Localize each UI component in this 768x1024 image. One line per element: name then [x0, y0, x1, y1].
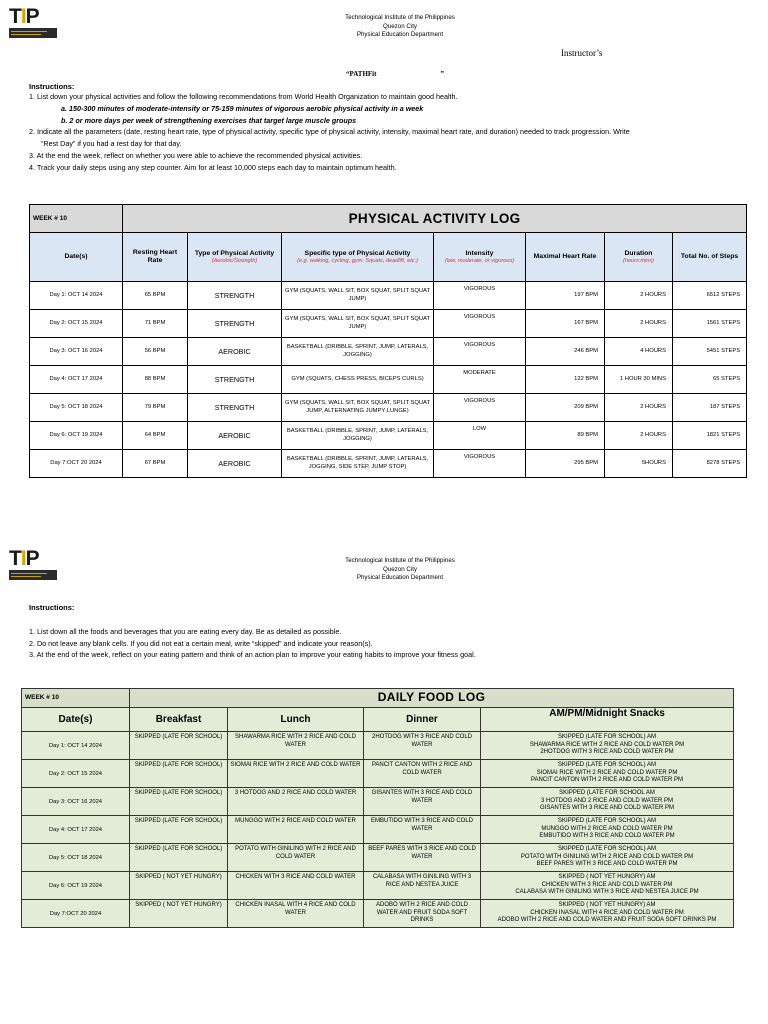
col-resting-hr: Resting Heart Rate — [123, 233, 188, 282]
snack-line: CHICKEN INASAL WITH 4 RICE AND COLD WATER PM — [530, 909, 684, 916]
school-name: Technological Institute of the Philippines — [345, 14, 455, 21]
cell-date: Day 3: OCT 16 2024 — [22, 788, 130, 816]
table-row — [22, 732, 734, 760]
cell-rhr: 65 BPM — [123, 282, 188, 310]
snack-line: GISANTES WITH 3 RICE AND COLD WATER PM — [539, 805, 674, 811]
cell-specific: BASKETBALL (DRIBBLE, SPRINT, JUMP, LATERALS, JOGGING, SIDE STEP, JUMP STOP) — [282, 450, 434, 478]
cell-breakfast: SKIPPED (LATE FOR SCHOOL) — [130, 816, 228, 844]
cell-date: Day 6: OCT 19 2024 — [30, 422, 123, 450]
cell-intensity: VIGOROUS — [434, 394, 526, 422]
snack-line: SKIPPED ( NOT YET HUNGRY) AM — [558, 874, 656, 880]
col-snacks: AM/PM/Midnight Snacks — [481, 708, 734, 732]
instruction-line: 4. Track your daily steps using any step counter. Aim for at least 10,000 steps each day to maintain optimum health. — [29, 162, 397, 172]
instruction-line: “Rest Day” if you had a rest day for that day. — [41, 139, 182, 149]
cell-type: STRENGTH — [188, 366, 282, 394]
cell-lunch: SIOMAI RICE WITH 2 RICE AND COLD WATER — [228, 760, 364, 788]
snack-line: MUNGGO WITH 2 RICE AND COLD WATER PM — [541, 825, 673, 832]
cell-duration: 1 HOUR 30 MINS — [605, 366, 673, 394]
col-steps: Total No. of Steps — [673, 233, 747, 282]
col-specific-activity: Specific type of Physical Activity (e.g. walking, cycling, gym: Squats, deadlift, etc.) — [282, 233, 434, 282]
cell-intensity: VIGOROUS — [434, 450, 526, 478]
page1-instructions-title: Instructions: — [29, 82, 75, 91]
instruction-line: b. 2 or more days per week of strengthening exercises that target large muscle groups — [61, 115, 357, 125]
tip-logo: TIP — [9, 548, 57, 580]
cell-intensity: VIGOROUS — [434, 282, 526, 310]
cell-breakfast: SKIPPED (LATE FOR SCHOOL) — [130, 760, 228, 788]
instruction-line: 2. Do not leave any blank cells. If you did not eat a certain meal, write “skipped” and indicate your reason(s). — [29, 638, 373, 648]
cell-specific: BASKETBALL (DRIBBLE, SPRINT, JUMP, LATERALS, JOGGING) — [282, 422, 434, 450]
snack-line: CHICKEN WITH 3 RICE AND COLD WATER PM — [541, 881, 673, 888]
cell-date: Day 5: OCT 18 2024 — [22, 844, 130, 872]
cell-snacks — [481, 872, 734, 900]
table-row — [30, 366, 747, 394]
cell-lunch: 3 HOTDOG AND 2 RICE AND COLD WATER — [228, 788, 364, 816]
cell-steps: 1561 STEPS — [673, 310, 747, 338]
cell-dinner: ADOBO WITH 2 RICE AND COLD WATER AND FRUIT SODA SOFT DRINKS — [364, 900, 481, 928]
cell-dinner: EMBUTIDO WITH 3 RICE AND COLD WATER — [364, 816, 481, 844]
snack-line: SKIPPED (LATE FOR SCHOOL) AM — [558, 734, 656, 740]
cell-lunch: CHICKEN WITH 3 RICE AND COLD WATER — [228, 872, 364, 900]
cell-rhr: 71 BPM — [123, 310, 188, 338]
table-row — [22, 816, 734, 844]
col-breakfast: Breakfast — [130, 708, 228, 732]
cell-date: Day 2: OCT 15 2024 — [30, 310, 123, 338]
week-label: WEEK # 10 — [30, 205, 123, 233]
page2-instructions — [29, 626, 749, 661]
cell-dinner: GISANTES WITH 3 RICE AND COLD WATER — [364, 788, 481, 816]
snack-line: POTATO WITH GINILING WITH 2 RICE AND COLD WATER PM — [520, 853, 694, 860]
cell-duration: 2 HOURS — [605, 422, 673, 450]
cell-specific: GYM (SQUATS, CHESS PRESS, BICEPS CURLS) — [282, 366, 434, 394]
cell-breakfast: SKIPPED (LATE FOR SCHOOL) — [130, 732, 228, 760]
cell-type: AEROBIC — [188, 338, 282, 366]
cell-mhr: 246 BPM — [526, 338, 605, 366]
col-max-hr: Maximal Heart Rate — [526, 233, 605, 282]
cell-steps: 5451 STEPS — [673, 338, 747, 366]
instruction-line: 1. List down all the foods and beverages that you are eating every day. Be as detailed as possible. — [29, 627, 342, 636]
cell-dinner: BEEF PARES WITH 3 RICE AND COLD WATER — [364, 844, 481, 872]
week-label: WEEK # 10 — [22, 689, 130, 708]
cell-specific: GYM (SQUATS, WALL SIT, BOX SQUAT, SPLIT SQUAT JUMP, ALTERNATING JUMPY LUNGE) — [282, 394, 434, 422]
instruction-line: 1. List down your physical activities and follow the following recommendations from World Health Organization to maintain good health. — [29, 92, 458, 101]
cell-rhr: 67 BPM — [123, 450, 188, 478]
cell-date: Day 7:OCT 20 2024 — [30, 450, 123, 478]
table-row — [30, 422, 747, 450]
cell-intensity: MODERATE — [434, 366, 526, 394]
cell-snacks — [481, 816, 734, 844]
cell-type: STRENGTH — [188, 394, 282, 422]
cell-duration: 2 HOURS — [605, 282, 673, 310]
cell-date: Day 7:OCT 20 2024 — [22, 900, 130, 928]
cell-date: Day 4: OCT 17 2024 — [30, 366, 123, 394]
cell-mhr: 122 BPM — [526, 366, 605, 394]
table-row — [22, 760, 734, 788]
page2-instructions-title: Instructions: — [29, 603, 75, 612]
cell-duration: 2 HOURS — [605, 310, 673, 338]
snack-line: 2HOTDOG WITH 3 RICE AND COLD WATER PM — [540, 749, 674, 755]
col-hint: (hours:mins) — [622, 257, 655, 264]
school-name: Technological Institute of the Philippines — [345, 557, 455, 564]
cell-dinner: CALABASA WITH GINILING WITH 3 RICE AND NESTEA JUICE — [364, 872, 481, 900]
cell-date: Day 1: OCT 14 2024 — [30, 282, 123, 310]
cell-mhr: 295 BPM — [526, 450, 605, 478]
snack-line: EMBUTIDO WITH 3 RICE AND COLD WATER PM — [539, 833, 675, 839]
page1-instructions — [29, 91, 749, 174]
cell-snacks — [481, 788, 734, 816]
pathfit-open: “PATHFit — [346, 70, 377, 78]
cell-intensity: VIGOROUS — [434, 310, 526, 338]
cell-specific: GYM (SQUATS, WALL SIT, BOX SQUAT, SPLIT SQUAT JUMP) — [282, 310, 434, 338]
tip-logo: TIP — [9, 6, 57, 38]
cell-breakfast: SKIPPED (LATE FOR SCHOOL) — [130, 788, 228, 816]
cell-date: Day 5: OCT 18 2024 — [30, 394, 123, 422]
cell-mhr: 197 BPM — [526, 282, 605, 310]
table-row — [30, 282, 747, 310]
col-hint: (Aerobic/Strength) — [211, 257, 258, 264]
col-intensity: Intensity (low, moderate, or vigorous) — [434, 233, 526, 282]
cell-rhr: 56 BPM — [123, 338, 188, 366]
col-duration: Duration (hours:mins) — [605, 233, 673, 282]
col-dinner: Dinner — [364, 708, 481, 732]
cell-breakfast: SKIPPED ( NOT YET HUNGRY) — [130, 900, 228, 928]
table-row — [30, 310, 747, 338]
cell-rhr: 79 BPM — [123, 394, 188, 422]
cell-lunch: POTATO WITH GINILING WITH 2 RICE AND COLD WATER — [228, 844, 364, 872]
instruction-line: a. 150-300 minutes of moderate-intensity or 75-159 minutes of vigorous aerobic physical activity in a week — [61, 103, 424, 113]
table-row — [30, 450, 747, 478]
cell-mhr: 209 BPM — [526, 394, 605, 422]
cell-date: Day 1: OCT 14 2024 — [22, 732, 130, 760]
page2-header — [250, 557, 550, 583]
department-name: Physical Education Department — [356, 574, 444, 581]
cell-rhr: 88 BPM — [123, 366, 188, 394]
cell-snacks — [481, 844, 734, 872]
cell-duration: 2 HOURS — [605, 394, 673, 422]
cell-steps: 1821 STEPS — [673, 422, 747, 450]
cell-steps: 65 STEPS — [673, 366, 747, 394]
snack-line: SHAWARMA RICE WITH 2 RICE AND COLD WATER PM — [529, 741, 685, 748]
school-city: Quezon City — [382, 22, 418, 30]
pathfit-title — [346, 70, 444, 78]
snack-line: CALABASA WITH GINILING WITH 3 RICE AND NESTEA JUICE PM — [515, 889, 699, 895]
cell-snacks — [481, 760, 734, 788]
food-log-title: DAILY FOOD LOG — [130, 689, 734, 708]
cell-duration: 4 HOURS — [605, 338, 673, 366]
cell-specific: GYM (SQUATS, WALL SIT, BOX SQUAT, SPLIT SQUAT JUMP) — [282, 282, 434, 310]
cell-type: STRENGTH — [188, 282, 282, 310]
snack-line: BEEF PARES WITH 3 RICE AND COLD WATER PM — [536, 861, 678, 867]
daily-food-log-table — [21, 688, 734, 928]
cell-type: AEROBIC — [188, 450, 282, 478]
cell-intensity: VIGOROUS — [434, 338, 526, 366]
table-row — [22, 844, 734, 872]
snack-line: PANCIT CANTON WITH 2 RICE AND COLD WATER PM — [530, 777, 683, 783]
cell-steps: 6512 STEPS — [673, 282, 747, 310]
instructor-label: Instructor’s — [561, 48, 603, 58]
snack-line: SKIPPED (LATE FOR SCHOOL) AM — [558, 762, 656, 768]
cell-snacks — [481, 732, 734, 760]
instruction-line: 3. At the end the week, reflect on whether you were able to achieve the recommended physical activities. — [29, 150, 363, 160]
col-date: Date(s) — [22, 708, 130, 732]
table-row — [30, 394, 747, 422]
cell-dinner: 2HOTDOG WITH 3 RICE AND COLD WATER — [364, 732, 481, 760]
cell-mhr: 167 BPM — [526, 310, 605, 338]
table-row — [22, 788, 734, 816]
snack-line: SKIPPED (LATE FOR SCHOOL) AM — [558, 818, 656, 824]
cell-lunch: MUNGGO WITH 2 RICE AND COLD WATER — [228, 816, 364, 844]
col-hint: (low, moderate, or vigorous) — [444, 257, 515, 264]
cell-specific: BASKETBALL (DRIBBLE, SPRINT, JUMP, LATERALS, JOGGING) — [282, 338, 434, 366]
snack-line: SKIPPED ( NOT YET HUNGRY) AM — [558, 902, 656, 908]
cell-intensity: LOW — [434, 422, 526, 450]
instruction-line: 2. Indicate all the parameters (date, resting heart rate, type of physical activity, specific type of physical activity, intensity, maximal heart rate, and duration) needed to track progression. Write — [29, 127, 630, 137]
cell-type: AEROBIC — [188, 422, 282, 450]
cell-snacks — [481, 900, 734, 928]
cell-duration: 5HOURS — [605, 450, 673, 478]
cell-mhr: 89 BPM — [526, 422, 605, 450]
activity-log-title: PHYSICAL ACTIVITY LOG — [123, 205, 747, 233]
page1-header — [250, 14, 550, 40]
school-city: Quezon City — [382, 565, 418, 573]
table-row — [22, 900, 734, 928]
snack-line: SKIPPED (LATE FOR SCHOOL AM — [559, 790, 655, 796]
cell-steps: 187 STEPS — [673, 394, 747, 422]
cell-date: Day 3: OCT 16 2024 — [30, 338, 123, 366]
cell-rhr: 64 BPM — [123, 422, 188, 450]
pathfit-close: ” — [440, 70, 444, 78]
col-date: Date(s) — [30, 233, 123, 282]
cell-lunch: CHICKEN INASAL WITH 4 RICE AND COLD WATER — [228, 900, 364, 928]
col-lunch: Lunch — [228, 708, 364, 732]
cell-dinner: PANCIT CANTON WITH 2 RICE AND COLD WATER — [364, 760, 481, 788]
department-name: Physical Education Department — [356, 31, 444, 38]
snack-line: ADOBO WITH 2 RICE AND COLD WATER AND FRUIT SODA SOFT DRINKS PM — [497, 917, 717, 923]
cell-lunch: SHAWARMA RICE WITH 2 RICE AND COLD WATER — [228, 732, 364, 760]
physical-activity-log-table — [29, 204, 747, 478]
col-activity-type: Type of Physical Activity (Aerobic/Strength) — [188, 233, 282, 282]
cell-date: Day 4: OCT 17 2024 — [22, 816, 130, 844]
snack-line: SIOMAI RICE WITH 2 RICE AND COLD WATER PM — [536, 769, 678, 776]
table-row — [22, 872, 734, 900]
snack-line: 3 HOTDOG AND 2 RICE AND COLD WATER PM — [540, 797, 674, 804]
instruction-line: 3. At the end of the week, reflect on your eating pattern and think of an action plan to improve your eating habits to improve your fitness goal. — [29, 650, 476, 659]
snack-line: SKIPPED (LATE FOR SCHOOL) AM — [558, 846, 656, 852]
cell-date: Day 2: OCT 15 2024 — [22, 760, 130, 788]
cell-breakfast: SKIPPED ( NOT YET HUNGRY) — [130, 872, 228, 900]
cell-date: Day 6: OCT 19 2024 — [22, 872, 130, 900]
cell-breakfast: SKIPPED (LATE FOR SCHOOL) — [130, 844, 228, 872]
cell-steps: 8278 STEPS — [673, 450, 747, 478]
table-row — [30, 338, 747, 366]
cell-type: STRENGTH — [188, 310, 282, 338]
col-hint: (e.g. walking, cycling, gym: Squats, deadlift, etc.) — [297, 257, 418, 264]
